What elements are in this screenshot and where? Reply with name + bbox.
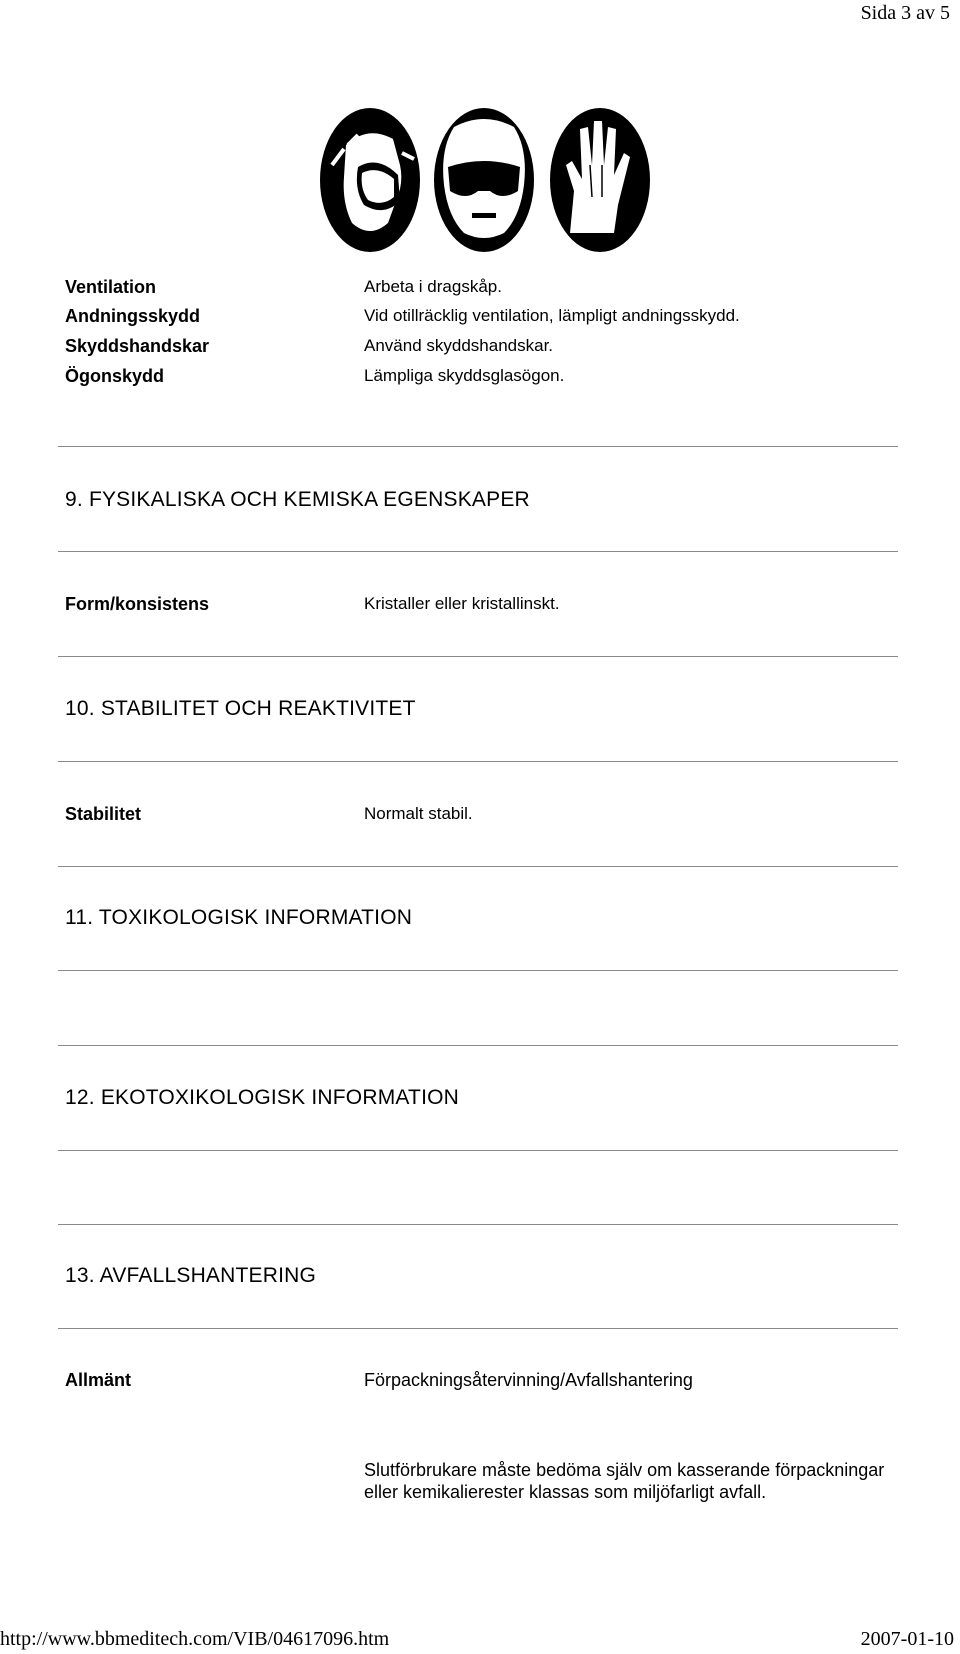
respirator-icon	[320, 108, 420, 252]
stability-value: Normalt stabil.	[364, 804, 473, 823]
disposal-paragraph: Slutförbrukare måste bedöma själv om kasserande förpackningar eller kemikalierester klassas som miljöfarligt avfall.	[364, 1460, 885, 1502]
divider	[58, 446, 898, 447]
ventilation-value: Arbeta i dragskåp.	[364, 277, 502, 296]
footer-url: http://www.bbmeditech.com/VIB/04617096.htm	[0, 1628, 390, 1650]
gloves-value: Använd skyddshandskar.	[364, 336, 554, 355]
footer-date: 2007-01-10	[860, 1628, 954, 1650]
general-label: Allmänt	[65, 1370, 132, 1390]
safety-goggles-icon	[434, 108, 534, 252]
eye-protection-label: Ögonskydd	[65, 366, 165, 386]
divider	[58, 1045, 898, 1046]
section-11-heading: 11. TOXIKOLOGISK INFORMATION	[65, 906, 413, 929]
section-9-heading: 9. FYSIKALISKA OCH KEMISKA EGENSKAPER	[65, 488, 530, 511]
respiratory-protection-value: Vid otillräcklig ventilation, lämpligt andningsskydd.	[364, 306, 740, 325]
form-consistency-label: Form/konsistens	[65, 594, 210, 614]
section-10-heading: 10. STABILITET OCH REAKTIVITET	[65, 697, 416, 720]
section-13-heading: 13. AVFALLSHANTERING	[65, 1264, 317, 1287]
form-consistency-value: Kristaller eller kristallinskt.	[364, 594, 560, 613]
ventilation-label: Ventilation	[65, 277, 157, 297]
general-value: Förpackningsåtervinning/Avfallshantering	[364, 1370, 693, 1390]
divider	[58, 656, 898, 657]
page-number: Sida 3 av 5	[860, 2, 950, 24]
eye-protection-value: Lämpliga skyddsglasögon.	[364, 366, 565, 385]
protective-gloves-icon	[550, 108, 650, 252]
respiratory-protection-label: Andningsskydd	[65, 306, 201, 326]
divider	[58, 1150, 898, 1151]
gloves-label: Skyddshandskar	[65, 336, 210, 356]
stability-label: Stabilitet	[65, 804, 142, 824]
divider	[58, 1328, 898, 1329]
divider	[58, 866, 898, 867]
section-12-heading: 12. EKOTOXIKOLOGISK INFORMATION	[65, 1086, 460, 1109]
divider	[58, 1224, 898, 1225]
divider	[58, 970, 898, 971]
divider	[58, 761, 898, 762]
divider	[58, 551, 898, 552]
protection-pictograms	[318, 105, 650, 255]
